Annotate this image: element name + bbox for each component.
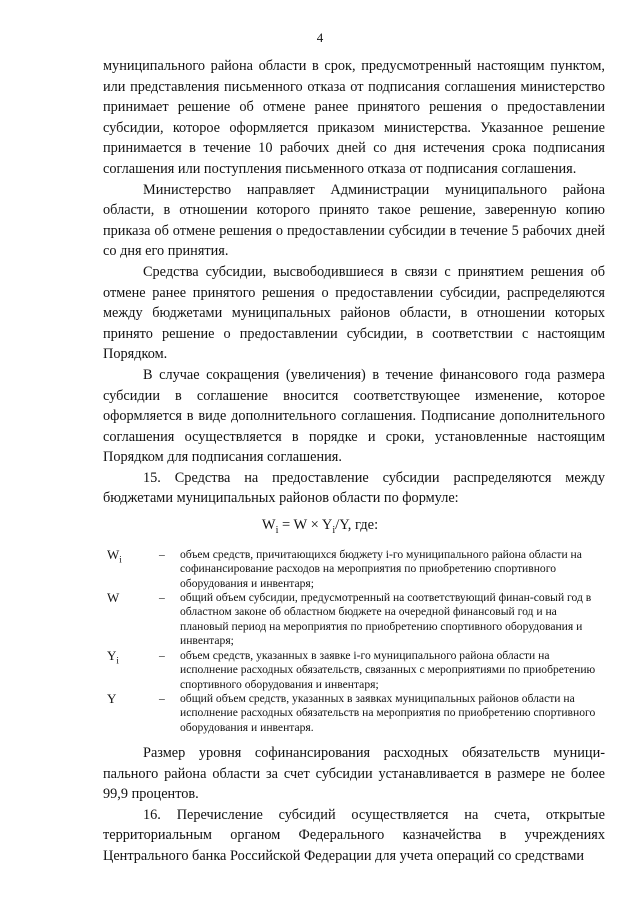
legend-description: общий объем субсидии, предусмотренный на соответствующий финан-совый год в областном законе об областном бюджете на очередной финансовый год и на плановый период на мероприятия по приобретению спортивного оборудования и инвентаря; (180, 591, 592, 647)
legend-dash: – (159, 591, 165, 604)
paragraph: Средства субсидии, высвободившиеся в связи с принятием решения об отмене ранее принятого решения о предоставлении субсидии, распределяются между бюджетами муниципальных районов области, в отношении которых принято решение о предоставлении субсидии, в соответствии с настоящим Порядком. (103, 263, 605, 363)
legend-symbol: $Y_i$ (107, 648, 119, 666)
paragraph: Министерство направляет Администрации муниципального района области, в отношении которого принято такое решение, заверенную копию приказа об отмене решения о предоставлении субсидии в течение 5 рабочих дней со дня его принятия. (103, 181, 605, 260)
distribution-formula (0, 517, 640, 536)
legend-description: объем средств, причитающихся бюджету i-го муниципального района области на софинансирование расходов на мероприятия по приобретению спортивного оборудования и инвентаря; (180, 548, 582, 590)
legend-symbol: $W_i$ (107, 547, 122, 565)
paragraph-item-15: 15. Средства на предоставление субсидии распределяются между бюджетами муниципальных районов области по формуле: (103, 469, 605, 507)
legend-item (103, 548, 605, 591)
document-body-top (103, 56, 605, 509)
paragraph: муниципального района области в срок, предусмотренный настоящим пунктом, или представления письменного отказа от подписания соглашения министерство принимает решение об отмене ранее принятого решения о предоставлении субсидии, которое оформляется приказом министерства. Указанное решение принимается в течение 10 рабочих дней со дня истечения срока подписания соглашения или поступления письменного отказа от подписания соглашения. (103, 58, 605, 177)
formula-w: W (261, 517, 276, 533)
paragraph: В случае сокращения (увеличения) в течение финансового года размера субсидии в соглашение вносится соответствующее изменение, которое оформляется в виде дополнительного соглашения. Подписание дополнительного соглашения осуществляется в порядке и сроки, установленные настоящим Порядком для подписания соглашения. (103, 366, 605, 466)
legend-symbol: W (107, 590, 120, 605)
paragraph: Размер уровня софинансирования расходных обязательств муници-пального района области за счет субсидии устанавливается в размере не более 99,9 процентов. (103, 745, 605, 803)
legend-item (103, 692, 605, 735)
formula-tail: /Y, где: (335, 517, 379, 533)
page-number: 4 (316, 30, 324, 45)
formula-w-sub: i (275, 524, 279, 536)
legend-dash: – (159, 692, 165, 705)
formula-y-sub: i (332, 524, 336, 536)
legend-item (103, 591, 605, 648)
legend-symbol: Y (107, 691, 117, 706)
formula-eq: = W × Y (278, 517, 333, 533)
legend-dash: – (159, 649, 165, 662)
document-body-bottom (103, 743, 605, 867)
legend-description: объем средств, указанных в заявке i-го муниципального района области на исполнение расходных обязательств, связанных с мероприятиями по приобретению спортивного оборудования и инвентаря; (180, 649, 596, 691)
legend-dash: – (159, 548, 165, 561)
legend-description: общий объем средств, указанных в заявках муниципальных районов области на исполнение расходных обязательств на мероприятия по приобретению спортивного оборудования и инвентаря. (180, 692, 596, 734)
legend-item (103, 649, 605, 692)
paragraph-item-16: 16. Перечисление субсидий осуществляется на счета, открытые территориальным органом Федерального казначейства в учреждениях Центрального банка Российской Федерации для учета операций со средствами (103, 806, 605, 864)
